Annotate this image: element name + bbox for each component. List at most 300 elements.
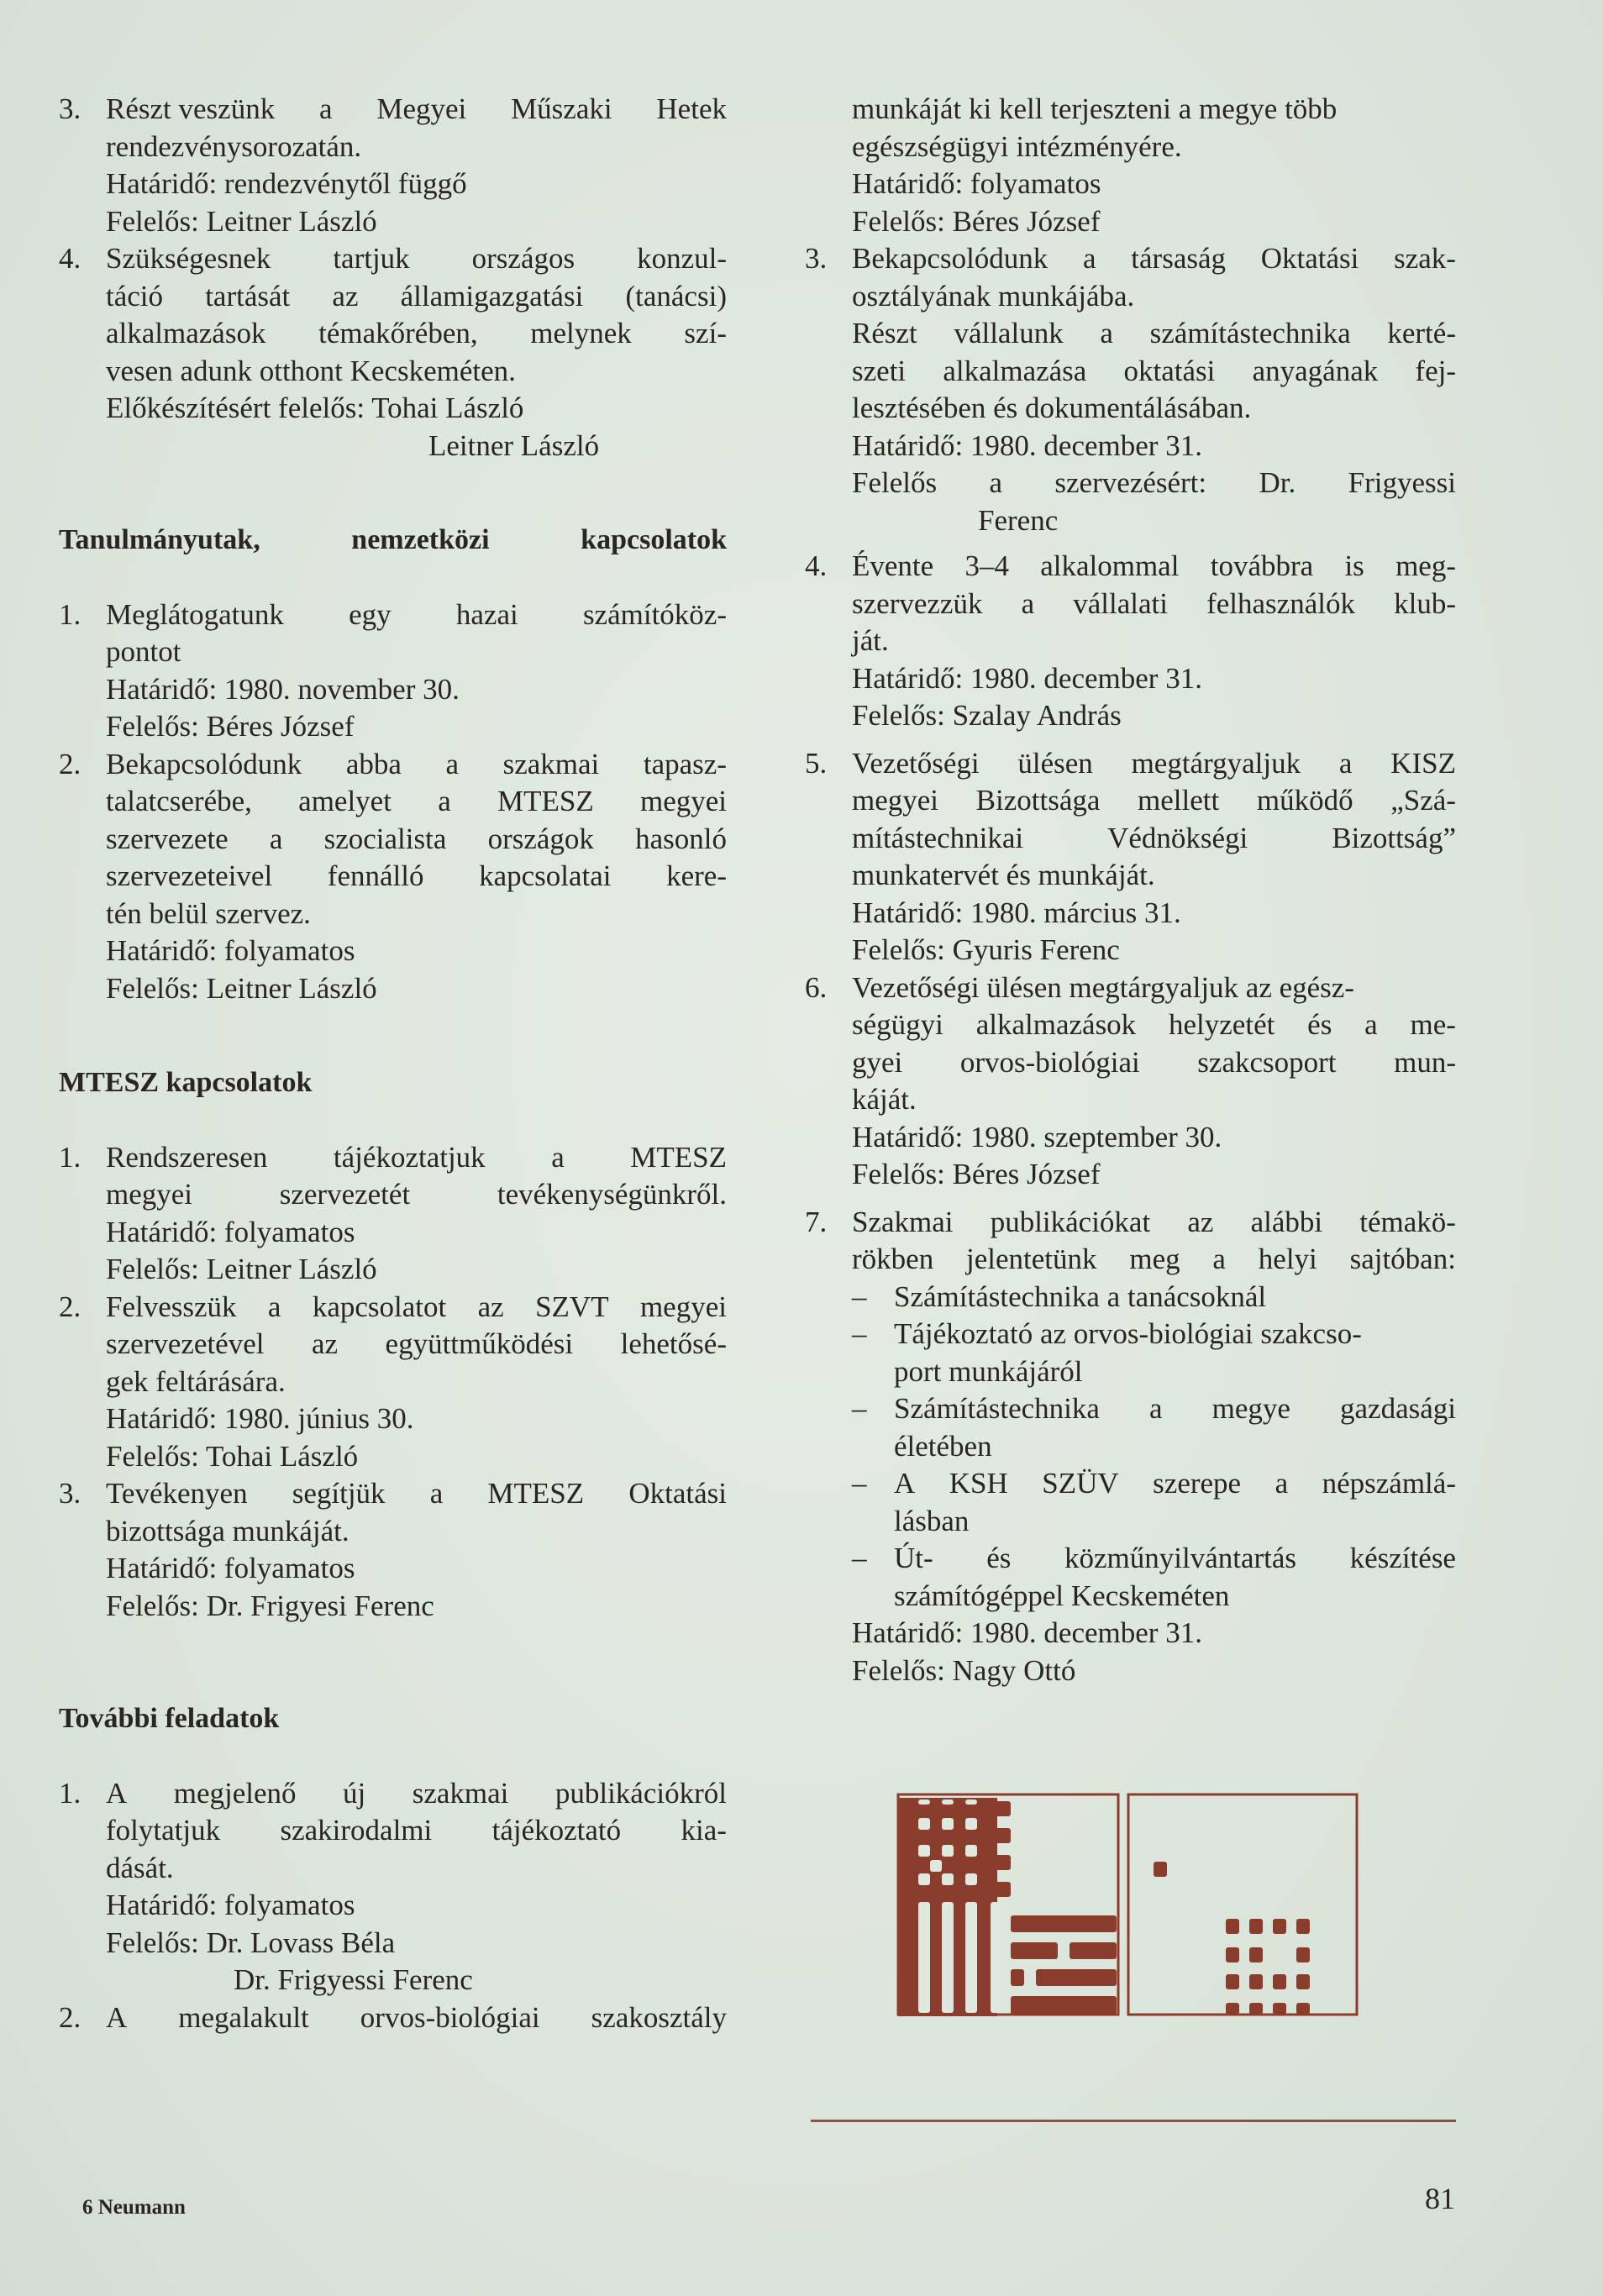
text-line: [852, 1081, 1456, 1119]
word: számítóköz-: [582, 597, 727, 631]
text-line: [894, 1578, 1456, 1616]
word: „Szá-: [1390, 784, 1456, 817]
responsible: Felelős: Leitner László: [106, 204, 377, 238]
word: szí-: [684, 317, 727, 349]
word: témakőrében,: [318, 317, 478, 349]
text-line: [852, 390, 1456, 428]
text-line: [852, 278, 1456, 316]
figure-hole: [965, 1902, 977, 2013]
word: és: [986, 1542, 1012, 1574]
item-text: [106, 746, 727, 933]
word: megalakult: [178, 2000, 309, 2034]
word: szerepe: [1153, 1467, 1242, 1500]
deadline: Határidő: 1980. december 31.: [852, 1616, 1202, 1649]
word: tájékoztatjuk: [333, 1140, 486, 1174]
text-line: [894, 1316, 1456, 1353]
word: Frigyessi: [1348, 466, 1456, 499]
word: dását.: [106, 1851, 174, 1884]
word: országos: [471, 242, 576, 275]
deadline: Határidő: rendezvénytől függő: [106, 167, 467, 200]
word: munkatervét és munkáját.: [852, 859, 1155, 891]
word: Számítástechnika a tanácsoknál: [894, 1279, 1267, 1313]
item-number: 3.: [59, 92, 81, 125]
word: meg: [1129, 1243, 1180, 1275]
list-item: [59, 1139, 727, 1289]
word: meg-: [1395, 549, 1456, 582]
word: számítógéppel Kecskeméten: [894, 1579, 1230, 1612]
word: oktatási: [1123, 354, 1216, 387]
word: kapcsolatok: [581, 524, 727, 555]
word: felhasználók: [1206, 586, 1355, 620]
figure-block: [1273, 1974, 1286, 1989]
word: SZÜV: [1042, 1467, 1119, 1500]
word: szocialista: [323, 822, 447, 855]
responsible-second: Ferenc: [978, 503, 1059, 537]
deadline: Határidő: 1980. március 31.: [852, 896, 1181, 929]
responsible: Felelős: Béres József: [852, 204, 1101, 238]
topic-item: [852, 1316, 1456, 1390]
word: vállalunk: [954, 317, 1064, 349]
text-line: [852, 820, 1456, 858]
text-line: [852, 548, 1456, 586]
dash-bullet: –: [852, 1467, 867, 1500]
word: lásban: [894, 1504, 970, 1537]
item-text: [106, 1289, 727, 1401]
text-line: [852, 1204, 1456, 1242]
word: Oktatási: [628, 1477, 727, 1510]
responsible: Felelős: Gyuris Ferenc: [852, 933, 1120, 966]
responsible: Felelős: Dr. Frigyesi Ferenc: [106, 1589, 434, 1622]
figure-block: [1154, 1862, 1167, 1877]
text-line: [894, 1465, 1456, 1503]
word: Felvesszük: [106, 1290, 237, 1323]
word: SZVT: [535, 1290, 609, 1323]
list-item: [805, 745, 1456, 969]
deadline: Határidő: 1980. december 31.: [852, 428, 1202, 462]
word: az: [1187, 1205, 1214, 1238]
text-line: [852, 129, 1456, 166]
text-line: [106, 91, 727, 129]
text-line: [106, 1176, 727, 1214]
list-item: [59, 746, 727, 1008]
figure-hole: [942, 1799, 954, 1805]
responsible: Felelős: Leitner László: [106, 971, 377, 1005]
topic-item: [852, 1390, 1456, 1465]
item-number: 4.: [59, 242, 81, 275]
word: ülésen: [1017, 746, 1093, 780]
word: Védnökségi: [1107, 821, 1248, 854]
word: Bekapcsolódunk: [852, 242, 1049, 275]
word: ját.: [852, 624, 889, 657]
text-line: [852, 1044, 1456, 1082]
word: közműnyilvántartás: [1064, 1542, 1297, 1574]
word: (tanácsi): [625, 279, 727, 313]
figure-hole: [942, 1902, 954, 2013]
text-line: [852, 315, 1456, 353]
word: alkalmazása: [943, 354, 1087, 387]
word: a: [269, 822, 283, 855]
word: egy: [349, 597, 392, 631]
word: Rendszeresen: [106, 1140, 268, 1174]
figure-block: [1070, 1942, 1117, 1959]
item-number: 6.: [805, 970, 828, 1004]
word: Megyei: [376, 92, 467, 125]
dash-bullet: –: [852, 1392, 867, 1425]
word: lehetősé-: [620, 1327, 727, 1360]
figure-block: [1226, 1919, 1239, 1934]
responsible: Felelős: Szalay András: [852, 699, 1122, 732]
figure-block: [1296, 1974, 1310, 1989]
word: szervezeteivel: [106, 859, 273, 892]
responsible-second: Leitner László: [428, 428, 600, 462]
figure-block: [1273, 2003, 1286, 2015]
word: orvos-biológiai: [959, 1045, 1140, 1079]
text-line: [106, 1775, 727, 1813]
word: kerté-: [1387, 317, 1456, 349]
word: gyei: [852, 1045, 903, 1079]
text-line: [106, 1999, 727, 2037]
text-line: [106, 858, 727, 896]
word: sajtóban:: [1349, 1243, 1456, 1275]
word: káját.: [852, 1083, 917, 1116]
word: orvos-biológiai: [360, 2000, 540, 2034]
text-line: [852, 1006, 1456, 1044]
word: lesztésében és dokumentálásában.: [852, 391, 1252, 424]
word: társaság: [1131, 242, 1227, 275]
word: alábbi: [1250, 1205, 1323, 1238]
word: népszámlá-: [1322, 1467, 1456, 1500]
word: megyei: [639, 1290, 727, 1323]
responsible: Felelős: Béres József: [852, 1158, 1101, 1190]
text-line: [106, 821, 727, 859]
continued-item: [805, 91, 1456, 240]
word: Részt: [852, 317, 917, 349]
text-line: [894, 1390, 1456, 1428]
figure-hole: [942, 1845, 954, 1857]
text-line: [894, 1353, 1456, 1391]
word: bizottsága munkáját.: [106, 1514, 350, 1547]
word: KSH: [949, 1467, 1008, 1500]
responsible: Felelős: Dr. Lovass Béla: [106, 1926, 396, 1959]
word: a: [429, 1477, 444, 1510]
word: kere-: [666, 859, 727, 892]
figure-block: [1011, 1969, 1024, 1986]
list-item: [59, 596, 727, 746]
word: me-: [1410, 1008, 1456, 1041]
word: tevékenységünkről.: [497, 1178, 727, 1211]
text-line: [894, 1279, 1456, 1316]
responsible: Felelős: Nagy Ottó: [852, 1653, 1076, 1687]
deadline: Határidő: 1980. november 30.: [106, 672, 460, 706]
word: A: [894, 1467, 916, 1500]
word: szakosztály: [591, 2000, 727, 2034]
word: tartását: [205, 279, 291, 313]
text-line: [852, 969, 1456, 1007]
left-column: [59, 91, 727, 2036]
word: alkalommal: [1040, 549, 1180, 582]
word: is: [1344, 549, 1364, 582]
word: A: [106, 1776, 128, 1810]
word: KISZ: [1390, 746, 1456, 780]
text-line: [106, 1513, 727, 1551]
figure-block: [1296, 2003, 1310, 2015]
word: pontot: [106, 635, 181, 668]
word: tapasz-: [643, 747, 727, 780]
word: az: [311, 1327, 339, 1360]
word: osztályának munkájába.: [852, 279, 1135, 313]
word: a: [1338, 746, 1353, 780]
word: abba: [345, 747, 402, 780]
word: kapcsolatot: [312, 1290, 447, 1323]
item-text: [852, 1204, 1456, 1279]
list-item: [805, 1204, 1456, 1690]
list-item: [59, 1775, 727, 1999]
word: a: [1364, 1008, 1378, 1041]
text-line: [852, 353, 1456, 391]
text-line: [852, 857, 1456, 895]
word: működő: [1256, 784, 1353, 817]
figure-block: [1036, 1969, 1117, 1986]
text-line: [106, 633, 727, 671]
signature-mark: 6 Neumann: [82, 2196, 186, 2219]
item-text: [106, 240, 727, 390]
word: hasonló: [635, 822, 727, 855]
figure-hole: [918, 1845, 930, 1857]
word: Tájékoztató az orvos-biológiai szakcso-: [894, 1317, 1362, 1350]
text-line: [894, 1503, 1456, 1541]
deadline: Határidő: folyamatos: [106, 1889, 355, 1921]
responsible: Előkészítésért felelős: Tohai László: [106, 391, 524, 424]
list-item: [59, 1475, 727, 1625]
word: szervezésért:: [1054, 466, 1207, 499]
figure-block: [1226, 1974, 1239, 1989]
text-line: [852, 1241, 1456, 1279]
word: konzul-: [637, 242, 727, 275]
word: gek feltárására.: [106, 1364, 286, 1398]
figure-block: [989, 1801, 1011, 1816]
text-line: [106, 746, 727, 784]
deadline: Határidő: folyamatos: [106, 1552, 355, 1584]
deadline: Határidő: 1980. június 30.: [106, 1402, 414, 1435]
word: Bizottsága: [975, 784, 1101, 817]
figure-block: [1249, 1974, 1263, 1989]
word: együttműködési: [385, 1327, 574, 1360]
item-number: 7.: [805, 1205, 828, 1238]
responsible: Felelős: Béres József: [106, 710, 355, 743]
word: a: [1083, 242, 1096, 275]
list-item: [59, 1999, 727, 2037]
figure-block: [1011, 1996, 1117, 2015]
item-text: [106, 1999, 727, 2037]
figure-block: [1296, 1947, 1310, 1962]
word: mun-: [1394, 1045, 1456, 1079]
word: munkáját ki kell terjeszteni a megye több: [852, 92, 1338, 125]
word: a: [1149, 1392, 1163, 1425]
figure-hole: [918, 1799, 930, 1805]
word: MTESZ: [497, 785, 594, 817]
word: életében: [894, 1429, 992, 1463]
figure-block: [989, 1882, 1011, 1897]
word: Bekapcsolódunk: [106, 747, 302, 780]
word: Oktatási: [1260, 242, 1359, 275]
word: MTESZ: [487, 1477, 585, 1510]
word: amelyet: [298, 785, 392, 817]
word: a: [445, 747, 460, 780]
word: Tevékenyen: [106, 1477, 248, 1510]
word: tén belül szervez.: [106, 896, 311, 930]
word: Vezetőségi: [852, 746, 980, 780]
word: tájékoztató: [491, 1814, 622, 1847]
responsible: Felelős: Tohai László: [106, 1439, 359, 1473]
word: kapcsolatai: [479, 859, 612, 892]
word: és: [1307, 1008, 1332, 1041]
word: szervezetével: [106, 1327, 265, 1360]
word: szervezete: [106, 822, 229, 855]
word: ségügyi: [852, 1008, 943, 1041]
figure-hole: [965, 1799, 977, 1805]
pixel-pattern-graphic: [896, 1793, 1367, 2020]
word: megyei: [639, 785, 727, 817]
text-line: [852, 586, 1456, 623]
item-text: [852, 240, 1456, 428]
word: megjelenő: [173, 1776, 297, 1810]
text-line: [852, 623, 1456, 660]
list-item: [59, 91, 727, 240]
text-line: [106, 596, 727, 634]
item-text: [852, 969, 1456, 1119]
word: egészségügyi intézményére.: [852, 129, 1182, 163]
figure-block: [989, 1855, 1011, 1870]
text-line: [852, 782, 1456, 820]
word: Meglátogatunk: [106, 597, 284, 631]
item-text: [106, 1775, 727, 1888]
item-number: 1.: [59, 597, 81, 631]
deadline: Határidő: 1980. december 31.: [852, 661, 1202, 695]
text-line: [852, 745, 1456, 783]
word: megyei: [106, 1178, 193, 1211]
dash-bullet: –: [852, 1317, 867, 1350]
text-line: [852, 240, 1456, 278]
figure-hole: [965, 1818, 977, 1830]
text-line: [106, 1289, 727, 1327]
word: a: [267, 1290, 281, 1323]
dash-bullet: –: [852, 1542, 867, 1574]
item-number: 5.: [805, 746, 828, 780]
word: szervezetét: [279, 1178, 411, 1211]
figure-block: [1249, 2003, 1263, 2015]
word: tartjuk: [333, 242, 410, 275]
word: megye: [1211, 1392, 1290, 1425]
dash-bullet: –: [852, 1279, 867, 1313]
section-heading: További feladatok: [59, 1703, 280, 1734]
word: alkalmazások: [975, 1008, 1137, 1041]
word: továbbra: [1210, 549, 1314, 582]
word: témakö-: [1359, 1205, 1456, 1238]
page-number: 81: [1425, 2182, 1455, 2215]
section-heading: [59, 522, 727, 560]
list-item: [59, 1289, 727, 1476]
text-line: [106, 783, 727, 821]
word: mellett: [1138, 784, 1220, 817]
word: táció: [106, 279, 164, 313]
figure-block: [1011, 1915, 1117, 1932]
item-text: [852, 745, 1456, 895]
word: a: [989, 466, 1003, 499]
word: Vezetőségi ülésen megtárgyaljuk az egész-: [852, 970, 1354, 1004]
word: a: [438, 785, 451, 817]
word: a: [1275, 1467, 1289, 1500]
item-number: 1.: [59, 1140, 81, 1174]
topic-item: [852, 1465, 1456, 1540]
figure-hole: [918, 1873, 930, 1885]
figure-block: [1249, 1919, 1263, 1934]
word: alkalmazások: [106, 317, 266, 349]
text-line: [106, 240, 727, 278]
word: gazdasági: [1340, 1392, 1456, 1425]
text-line: [106, 129, 727, 166]
word: publikációkról: [554, 1776, 727, 1810]
deadline: Határidő: folyamatos: [106, 1215, 355, 1248]
item-number: 2.: [59, 1290, 81, 1323]
figure-block: [1249, 1947, 1263, 1962]
item-text: [106, 1139, 727, 1214]
word: port munkájáról: [894, 1354, 1083, 1388]
topic-item: [852, 1279, 1456, 1316]
responsible: Felelős: Leitner László: [106, 1253, 377, 1285]
word: fej-: [1415, 354, 1456, 387]
word: Műszaki: [511, 92, 612, 125]
figure-hole: [918, 1818, 930, 1830]
word: szakcsoport: [1197, 1045, 1337, 1079]
figure-hole: [965, 1873, 977, 1885]
figure-block: [1011, 1942, 1058, 1959]
figure-block: [1128, 1794, 1357, 2015]
word: 3–4: [964, 549, 1009, 582]
word: a: [319, 92, 333, 125]
figure-hole: [991, 1902, 1002, 2013]
figure-block: [1226, 2003, 1239, 2015]
word: államigazgatási: [400, 279, 584, 313]
figure-block: [989, 1828, 1011, 1843]
word: MTESZ: [630, 1140, 727, 1174]
word: mítástechnikai: [852, 821, 1024, 854]
text-line: [106, 1850, 727, 1888]
word: helyzetét: [1169, 1008, 1275, 1041]
text-line: [106, 896, 727, 933]
word: helyi: [1258, 1243, 1317, 1275]
word: melynek: [530, 317, 632, 349]
item-number: 2.: [59, 747, 81, 780]
text-line: [106, 353, 727, 391]
item-text: [106, 1475, 727, 1550]
word: számítástechnika: [1149, 317, 1351, 349]
word: a: [1021, 586, 1035, 620]
text-line: [106, 1812, 727, 1850]
word: Út-: [894, 1542, 933, 1574]
horizontal-rule: [811, 2120, 1456, 2122]
word: Szükségesnek: [106, 242, 271, 275]
word: megyei: [852, 784, 939, 817]
right-column: [805, 91, 1456, 1689]
figure-block: [1273, 1919, 1286, 1934]
word: Tanulmányutak,: [59, 524, 260, 555]
word: anyagának: [1252, 354, 1379, 387]
text-line: [106, 1475, 727, 1513]
word: vesen adunk otthont Kecskeméten.: [106, 354, 516, 387]
text-line: [106, 1326, 727, 1363]
figure-hole: [942, 1818, 954, 1830]
word: A: [106, 2000, 128, 2034]
